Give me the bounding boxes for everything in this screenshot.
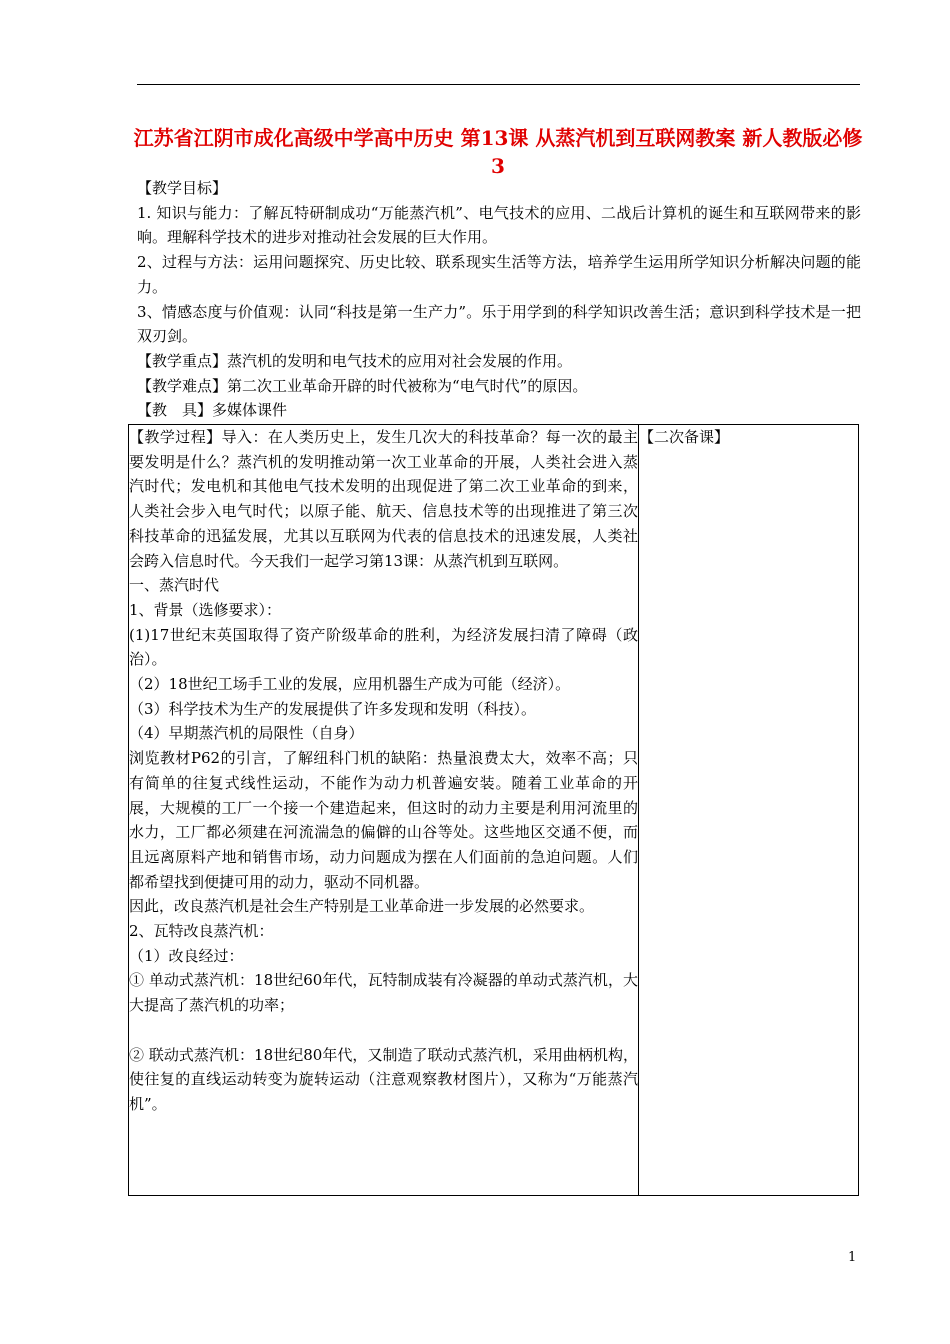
key-points: 【教学重点】蒸汽机的发明和电气技术的应用对社会发展的作用。 [137,351,573,370]
header-rule [137,84,860,85]
list-item: ① 单动式蒸汽机：18世纪60年代，瓦特制成装有冷凝器的单动式蒸汽机，大大提高了蒸汽机的功率； [129,971,638,1015]
teaching-tools: 【教 具】多媒体课件 [137,401,288,420]
difficult-points: 【教学难点】第二次工业革命开辟的时代被称为“电气时代”的原因。 [137,376,588,395]
body-paragraph: 因此，改良蒸汽机是社会生产特别是工业革命进一步发展的必然要求。 [129,897,595,916]
objectives-heading: 【教学目标】 [137,179,228,197]
list-item: （3）科学技术为生产的发展提供了许多发现和发明（科技）。 [129,699,537,718]
objective-knowledge: 1. 知识与能力：了解瓦特研制成功“万能蒸汽机”、电气技术的应用、二战后计算机的诞生和互联网带来的影响。理解科学技术的进步对推动社会发展的巨大作用。 [137,203,861,247]
teaching-objectives-section [137,176,861,423]
objective-attitude: 3、情感态度与价值观：认同“科技是第一生产力”。乐于用学到的科学知识改善生活；意识到科学技术是一把双刃剑。 [137,302,861,346]
list-item: (1)17世纪末英国取得了资产阶级革命的胜利，为经济发展扫清了障碍（政治）。 [129,625,638,669]
list-item: （4）早期蒸汽机的局限性（自身） [129,724,364,743]
subsection-heading: 2、瓦特改良蒸汽机： [129,922,274,941]
second-prep-cell [639,425,859,1196]
list-item: ② 联动式蒸汽机：18世纪80年代，又制造了联动式蒸汽机，采用曲柄机构，使往复的直线运动转变为旋转运动（注意观察教材图片），又称为“万能蒸汽机”。 [129,1045,638,1113]
document-title: 江苏省江阴市成化高级中学高中历史 第13课 从蒸汽机到互联网教案 新人教版必修3 [133,126,863,178]
teaching-process-cell [129,425,639,1196]
section-heading: 一、蒸汽时代 [129,576,220,595]
lesson-plan-table [128,424,859,1196]
intro-paragraph: 【教学过程】导入：在人类历史上，发生几次大的科技革命？每一次的最主要发明是什么？蒸汽机的发明推动第一次工业革命的开展，人类社会进入蒸汽时代；发电机和其他电气技术发明的出现促进了第二次工业革命的到来，人类社会步入电气时代；以原子能、航天、信息技术等的出现推进了第三次科技革命的迅猛发展，尤其以互联网为代表的信息技术的迅速发展，人类社会跨入信息时代。今天我们一起学习第13课：从蒸汽机到互联网。 [129,428,638,570]
subsection-heading: 1、背景（选修要求）： [129,600,282,619]
list-item: （2）18世纪工场手工业的发展，应用机器生产成为可能（经济）。 [129,675,571,694]
body-paragraph: 浏览教材P62的引言，了解纽科门机的缺陷：热量浪费太大，效率不高；只有简单的往复式线性运动，不能作为动力机普遍安装。随着工业革命的开展，大规模的工厂一个接一个建造起来，但这时的动力主要是利用河流里的水力，工厂都必须建在河流湍急的偏僻的山谷等处。这些地区交通不便，而且远离原料产地和销售市场，动力问题成为摆在人们面前的急迫问题。人们都希望找到便捷可用的动力，驱动不同机器。 [129,749,638,891]
list-item: （1）改良经过： [129,946,244,965]
objective-process: 2、过程与方法：运用问题探究、历史比较、联系现实生活等方法，培养学生运用所学知识分析解决问题的能力。 [137,253,861,296]
blank-line [129,1018,638,1043]
page-number: 1 [848,1250,857,1265]
second-prep-label: 【二次备课】 [639,428,730,446]
